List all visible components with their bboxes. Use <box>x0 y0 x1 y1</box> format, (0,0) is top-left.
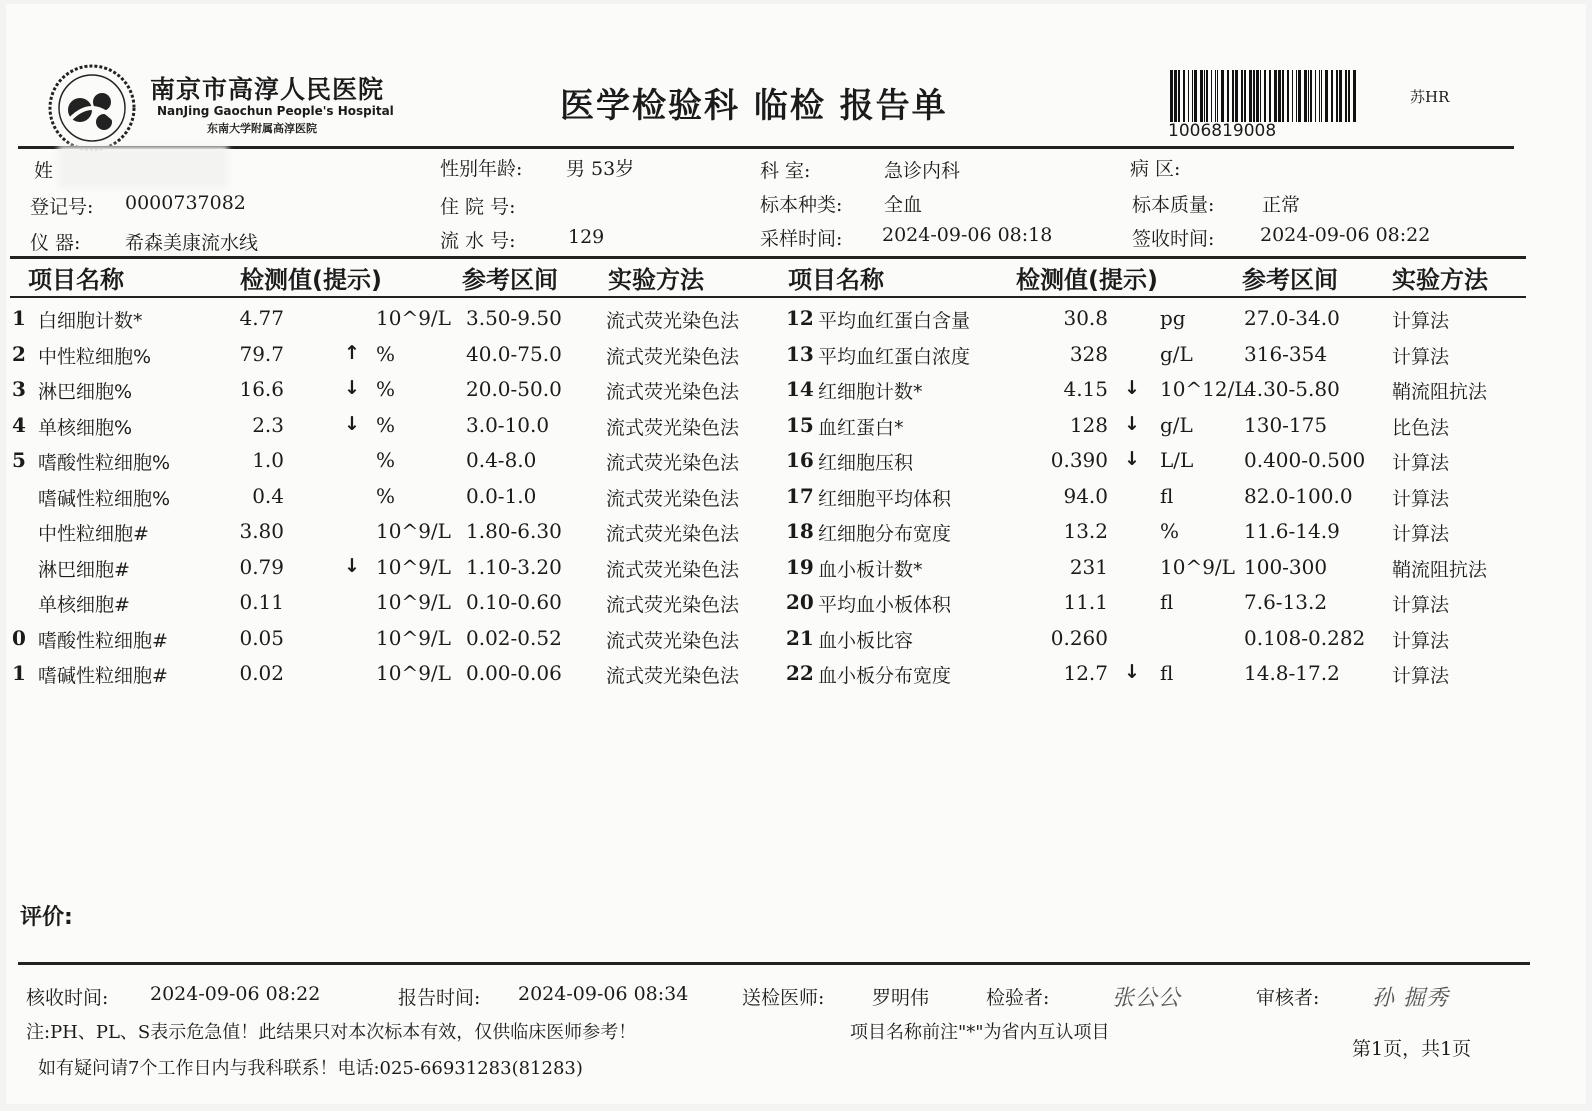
hospital-logo-icon <box>46 62 138 154</box>
cell-no: 21 <box>786 625 814 650</box>
cell-method: 计算法 <box>1392 345 1450 368</box>
cell-name: 红细胞分布宽度 <box>818 523 952 545</box>
cell-range: 11.6-14.9 <box>1244 519 1340 543</box>
cell-no: 12 <box>786 306 814 330</box>
hospital-affiliation: 东南大学附属高淳医院 <box>207 122 317 135</box>
cell-method: 计算法 <box>1392 487 1450 510</box>
cell-range: 316-354 <box>1244 341 1328 366</box>
sample-time-value: 2024-09-06 08:18 <box>882 224 1053 246</box>
inspector-label: 检验者: <box>986 987 1050 1009</box>
barcode-bar <box>1256 70 1259 122</box>
sample-time-label: 采样时间: <box>760 228 843 250</box>
barcode-bar <box>1321 70 1322 122</box>
cell-value: 0.390 <box>1050 448 1108 472</box>
barcode-bar <box>1200 70 1203 122</box>
cell-no: 1 <box>12 661 26 685</box>
barcode-bar <box>1339 70 1342 122</box>
receipt-time-value: 2024-09-06 08:22 <box>1260 224 1431 246</box>
barcode-bar <box>1282 70 1284 122</box>
barcode-number: 1006819008 <box>1168 121 1277 141</box>
cell-value: 94.0 <box>1063 483 1108 508</box>
barcode-bar <box>1345 70 1347 122</box>
cell-no: 14 <box>786 377 814 401</box>
cell-range: 100-300 <box>1244 554 1328 579</box>
barcode-bar <box>1325 70 1328 122</box>
barcode-bar <box>1249 70 1252 122</box>
report-time-value: 2024-09-06 08:34 <box>518 983 689 1005</box>
department-label: 科 室: <box>760 160 811 182</box>
cell-unit: 10^9/L <box>376 519 451 543</box>
cell-unit: fl <box>1160 590 1174 614</box>
header-item-name-left: 项目名称 <box>28 266 124 294</box>
cell-method: 计算法 <box>1392 523 1450 545</box>
barcode-bar <box>1298 70 1301 122</box>
cell-method: 流式荧光染色法 <box>606 310 740 332</box>
registration-label: 登记号: <box>30 196 94 218</box>
cell-range: 0.0-1.0 <box>466 483 537 508</box>
cell-flag: ↓ <box>344 377 360 399</box>
header-value-right: 检测值(提示) <box>1016 266 1158 294</box>
cell-no: 2 <box>12 341 26 366</box>
barcode-bar <box>1315 70 1316 122</box>
barcode-bar <box>1221 70 1224 122</box>
cell-name: 单核细胞% <box>38 416 133 439</box>
specimen-type-value: 全血 <box>884 194 923 216</box>
cell-range: 14.8-17.2 <box>1244 661 1340 685</box>
cell-flag: ↓ <box>1124 661 1140 683</box>
cell-no: 15 <box>786 412 814 437</box>
cell-unit: 10^9/L <box>376 590 451 614</box>
header-value-left: 检测值(提示) <box>240 266 382 294</box>
cell-unit: % <box>376 341 396 366</box>
cell-range: 0.108-0.282 <box>1244 625 1366 650</box>
cell-value: 13.2 <box>1063 519 1108 543</box>
cell-no: 1 <box>12 306 26 330</box>
cell-name: 血小板比容 <box>818 629 914 652</box>
cell-method: 计算法 <box>1392 629 1450 652</box>
cell-method: 流式荧光染色法 <box>606 487 740 510</box>
cell-range: 0.10-0.60 <box>466 590 562 614</box>
cell-range: 82.0-100.0 <box>1244 483 1353 508</box>
barcode-bar <box>1170 70 1173 122</box>
cell-name: 血红蛋白* <box>818 416 904 439</box>
cell-unit: g/L <box>1160 412 1193 437</box>
cell-range: 1.10-3.20 <box>466 554 562 579</box>
cell-method: 鞘流阻抗法 <box>1392 381 1488 403</box>
cell-method: 流式荧光染色法 <box>606 381 740 403</box>
barcode-bar <box>1310 70 1312 122</box>
cell-unit: 10^9/L <box>376 306 451 330</box>
barcode-bar <box>1296 70 1297 122</box>
cell-name: 中性粒细胞# <box>38 523 149 545</box>
cell-unit: % <box>376 412 396 437</box>
cell-value: 1.0 <box>252 448 284 472</box>
hospital-name: 南京市高淳人民医院 <box>150 75 385 104</box>
header-method-right: 实验方法 <box>1392 266 1488 294</box>
barcode-bar <box>1183 70 1185 122</box>
barcode-bar <box>1192 70 1193 122</box>
barcode-bar <box>1227 70 1229 122</box>
cell-method: 流式荧光染色法 <box>606 452 740 474</box>
cell-name: 平均血红蛋白含量 <box>818 310 971 332</box>
department-value: 急诊内科 <box>884 160 961 182</box>
serial-number-label: 流 水 号: <box>440 230 516 252</box>
check-time-value: 2024-09-06 08:22 <box>150 983 321 1005</box>
cell-no: 0 <box>12 625 26 650</box>
specimen-type-label: 标本种类: <box>760 194 843 216</box>
header-item-name-right: 项目名称 <box>788 266 884 294</box>
cell-range: 3.0-10.0 <box>466 412 550 437</box>
cell-flag: ↑ <box>344 341 360 364</box>
doctor-value: 罗明伟 <box>872 987 930 1009</box>
cell-value: 128 <box>1069 412 1108 437</box>
cell-value: 0.02 <box>239 661 284 685</box>
cell-range: 130-175 <box>1244 412 1328 437</box>
serial-number-value: 129 <box>568 226 605 248</box>
cell-method: 流式荧光染色法 <box>606 594 740 616</box>
cell-range: 0.400-0.500 <box>1244 448 1366 472</box>
contact-info: 如有疑问请7个工作日内与我科联系！电话:025-66931283(81283) <box>38 1058 583 1079</box>
cell-unit: 10^9/L <box>376 625 451 650</box>
cell-method: 流式荧光染色法 <box>606 523 740 545</box>
cell-value: 0.260 <box>1050 625 1108 650</box>
barcode-bar <box>1174 70 1177 122</box>
cell-value: 3.80 <box>239 519 284 543</box>
cell-unit: 10^12/L <box>1160 377 1248 401</box>
header-range-right: 参考区间 <box>1242 266 1338 294</box>
cell-value: 0.11 <box>239 590 284 614</box>
cell-flag: ↓ <box>1124 448 1140 470</box>
sex-age-label: 性别年龄: <box>440 158 523 180</box>
inspector-signature: 张公公 <box>1112 986 1182 1011</box>
hospital-english-name: NanJing Gaochun People's Hospital <box>157 104 394 118</box>
cell-range: 4.30-5.80 <box>1244 377 1340 401</box>
receipt-time-label: 签收时间: <box>1132 228 1215 250</box>
barcode-bar <box>1178 70 1180 122</box>
cell-name: 淋巴细胞% <box>38 381 133 403</box>
cell-unit: 10^9/L <box>376 661 451 685</box>
cell-method: 鞘流阻抗法 <box>1392 558 1488 581</box>
name-redaction <box>58 146 228 188</box>
barcode-bar <box>1319 70 1320 122</box>
cell-name: 单核细胞# <box>38 594 130 616</box>
disclaimer-note: 注:PH、PL、S表示危急值！此结果只对本次标本有效，仅供临床医师参考！ <box>26 1022 637 1043</box>
cell-range: 0.02-0.52 <box>466 625 562 650</box>
cell-value: 12.7 <box>1063 661 1108 685</box>
report-title: 医学检验科 临检 报告单 <box>560 86 948 126</box>
barcode-bar <box>1336 70 1338 122</box>
name-label: 姓 <box>34 160 54 182</box>
cell-name: 红细胞压积 <box>818 452 914 474</box>
cell-flag: ↓ <box>344 554 360 577</box>
barcode-bar <box>1260 70 1261 122</box>
cell-range: 1.80-6.30 <box>466 519 562 543</box>
cell-value: 2.3 <box>252 412 284 437</box>
cell-unit: pg <box>1160 306 1186 330</box>
instrument-label: 仪 器: <box>30 232 81 254</box>
cell-range: 27.0-34.0 <box>1244 306 1340 330</box>
cell-no: 22 <box>786 661 814 685</box>
registration-value: 0000737082 <box>125 192 246 214</box>
cell-unit: fl <box>1160 661 1174 685</box>
cell-name: 淋巴细胞# <box>38 558 130 581</box>
cell-flag: ↓ <box>344 412 360 435</box>
cell-unit: % <box>376 483 396 508</box>
cell-flag: ↓ <box>1124 412 1140 435</box>
cell-unit: % <box>1160 519 1180 543</box>
cell-name: 平均血小板体积 <box>818 594 952 616</box>
cell-value: 0.79 <box>239 554 284 579</box>
barcode-bar <box>1188 70 1189 122</box>
barcode-bar <box>1253 70 1255 122</box>
cell-value: 0.4 <box>252 483 284 508</box>
cell-method: 计算法 <box>1392 452 1450 474</box>
cell-name: 血小板分布宽度 <box>818 665 952 687</box>
barcode-bar <box>1287 70 1289 122</box>
cell-name: 红细胞平均体积 <box>818 487 952 510</box>
cell-value: 79.7 <box>239 341 284 366</box>
cell-value: 16.6 <box>239 377 284 401</box>
header-method-left: 实验方法 <box>608 266 704 294</box>
mutual-recognition-note: 项目名称前注"*"为省内互认项目 <box>850 1022 1110 1043</box>
cell-method: 流式荧光染色法 <box>606 416 740 439</box>
tag-code: 苏HR <box>1410 88 1450 106</box>
barcode-bar <box>1348 70 1350 122</box>
specimen-quality-label: 标本质量: <box>1132 194 1215 216</box>
cell-no: 13 <box>786 341 814 366</box>
header-divider <box>18 146 1514 149</box>
cell-name: 红细胞计数* <box>818 381 923 403</box>
cell-range: 0.4-8.0 <box>466 448 537 472</box>
evaluation-label: 评价: <box>20 905 73 930</box>
cell-value: 11.1 <box>1063 590 1108 614</box>
cell-no: 16 <box>786 448 814 472</box>
cell-method: 流式荧光染色法 <box>606 345 740 368</box>
cell-flag: ↓ <box>1124 377 1140 399</box>
reviewer-signature: 孙 掘秀 <box>1372 986 1449 1011</box>
cell-value: 4.77 <box>239 306 284 330</box>
instrument-value: 希森美康流水线 <box>125 232 259 254</box>
barcode-bar <box>1244 70 1246 122</box>
cell-range: 3.50-9.50 <box>466 306 562 330</box>
barcode-bar <box>1215 70 1216 122</box>
cell-name: 嗜碱性粒细胞% <box>38 487 171 510</box>
barcode-bar <box>1269 70 1271 122</box>
barcode-bar <box>1235 70 1238 122</box>
barcode-bar <box>1217 70 1218 122</box>
check-time-label: 核收时间: <box>26 987 109 1009</box>
cell-method: 流式荧光染色法 <box>606 629 740 652</box>
cell-unit: g/L <box>1160 341 1193 366</box>
cell-range: 20.0-50.0 <box>466 377 562 401</box>
cell-unit: 10^9/L <box>1160 554 1235 579</box>
cell-value: 4.15 <box>1063 377 1108 401</box>
barcode-bar <box>1292 70 1293 122</box>
barcode-bar <box>1241 70 1243 122</box>
cell-method: 流式荧光染色法 <box>606 558 740 581</box>
cell-range: 7.6-13.2 <box>1244 590 1328 614</box>
cell-no: 18 <box>786 519 814 543</box>
cell-name: 嗜碱性粒细胞# <box>38 665 168 687</box>
cell-name: 白细胞计数* <box>38 310 143 332</box>
ward-label: 病 区: <box>1130 158 1181 180</box>
sex-age-value: 男 53岁 <box>566 158 635 180</box>
barcode-bar <box>1211 70 1212 122</box>
barcode-icon <box>1168 70 1358 122</box>
barcode-bar <box>1353 70 1356 122</box>
cell-name: 平均血红蛋白浓度 <box>818 345 971 368</box>
page-number: 第1页，共1页 <box>1352 1038 1472 1060</box>
cell-unit: 10^9/L <box>376 554 451 579</box>
inpatient-number-label: 住 院 号: <box>440 196 516 218</box>
barcode-bar <box>1331 70 1333 122</box>
table-header-divider <box>10 296 1526 298</box>
specimen-quality-value: 正常 <box>1262 194 1301 216</box>
cell-value: 0.05 <box>239 625 284 650</box>
cell-no: 17 <box>786 483 814 508</box>
cell-method: 比色法 <box>1392 416 1450 439</box>
cell-no: 5 <box>12 448 26 472</box>
cell-name: 嗜酸性粒细胞# <box>38 629 168 652</box>
barcode-bar <box>1278 70 1281 122</box>
cell-unit: L/L <box>1160 448 1194 472</box>
cell-name: 嗜酸性粒细胞% <box>38 452 171 474</box>
footer-divider <box>18 962 1530 965</box>
cell-no: 19 <box>786 554 814 579</box>
header-range-left: 参考区间 <box>462 266 558 294</box>
cell-method: 计算法 <box>1392 594 1450 616</box>
cell-range: 40.0-75.0 <box>466 341 562 366</box>
cell-method: 计算法 <box>1392 310 1450 332</box>
barcode-bar <box>1206 70 1208 122</box>
table-top-divider <box>10 256 1526 259</box>
barcode-bar <box>1304 70 1307 122</box>
barcode-bar <box>1194 70 1197 122</box>
cell-no: 3 <box>12 377 26 401</box>
cell-value: 328 <box>1069 341 1108 366</box>
cell-range: 0.00-0.06 <box>466 661 562 685</box>
cell-method: 流式荧光染色法 <box>606 665 740 687</box>
doctor-label: 送检医师: <box>742 987 825 1009</box>
report-time-label: 报告时间: <box>398 987 481 1009</box>
cell-unit: fl <box>1160 483 1174 508</box>
cell-name: 血小板计数* <box>818 558 923 581</box>
cell-unit: % <box>376 377 396 401</box>
barcode-bar <box>1232 70 1234 122</box>
barcode-bar <box>1204 70 1205 122</box>
reviewer-label: 审核者: <box>1256 987 1320 1009</box>
barcode-bar <box>1308 70 1309 122</box>
cell-value: 231 <box>1069 554 1108 579</box>
cell-name: 中性粒细胞% <box>38 345 152 368</box>
cell-no: 20 <box>786 590 814 614</box>
cell-value: 30.8 <box>1063 306 1108 330</box>
cell-no: 4 <box>12 412 26 437</box>
barcode-bar <box>1274 70 1277 122</box>
cell-unit: % <box>376 448 396 472</box>
cell-method: 计算法 <box>1392 665 1450 687</box>
barcode-bar <box>1264 70 1266 122</box>
